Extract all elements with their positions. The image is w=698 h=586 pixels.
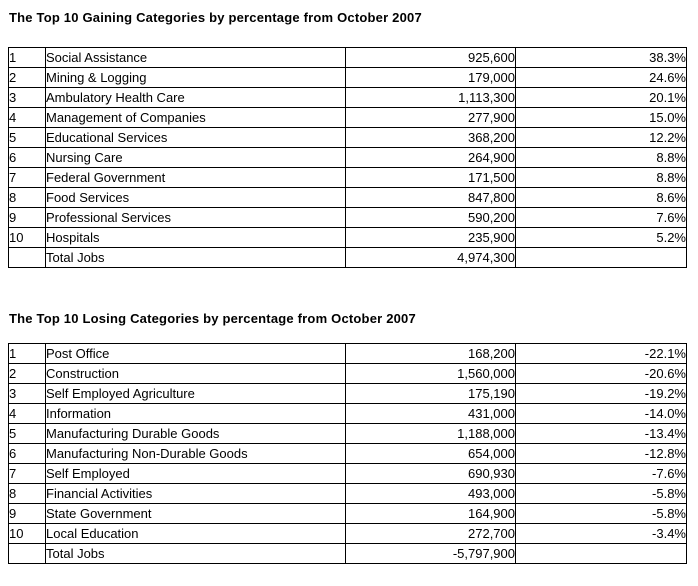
table-row bbox=[9, 208, 687, 228]
table-row bbox=[9, 168, 687, 188]
jobs-cell: -5,797,900 bbox=[346, 544, 516, 564]
category-cell: State Government bbox=[46, 504, 346, 524]
table-row bbox=[9, 344, 687, 364]
percent-cell: 7.6% bbox=[516, 208, 687, 228]
category-cell: Manufacturing Durable Goods bbox=[46, 424, 346, 444]
category-cell: Self Employed bbox=[46, 464, 346, 484]
jobs-cell: 1,188,000 bbox=[346, 424, 516, 444]
category-cell: Professional Services bbox=[46, 208, 346, 228]
rank-cell: 6 bbox=[9, 444, 46, 464]
jobs-cell: 4,974,300 bbox=[346, 248, 516, 268]
percent-cell: 8.8% bbox=[516, 168, 687, 188]
jobs-cell: 168,200 bbox=[346, 344, 516, 364]
table-row bbox=[9, 504, 687, 524]
jobs-cell: 277,900 bbox=[346, 108, 516, 128]
table-row bbox=[9, 424, 687, 444]
rank-cell: 6 bbox=[9, 148, 46, 168]
gaining-categories-table bbox=[8, 47, 687, 268]
jobs-cell: 368,200 bbox=[346, 128, 516, 148]
table-row bbox=[9, 88, 687, 108]
jobs-cell: 272,700 bbox=[346, 524, 516, 544]
category-cell: Nursing Care bbox=[46, 148, 346, 168]
table-row bbox=[9, 544, 687, 564]
percent-cell: 8.6% bbox=[516, 188, 687, 208]
percent-cell: 8.8% bbox=[516, 148, 687, 168]
category-cell: Educational Services bbox=[46, 128, 346, 148]
table-row bbox=[9, 68, 687, 88]
rank-cell: 9 bbox=[9, 208, 46, 228]
rank-cell: 2 bbox=[9, 364, 46, 384]
percent-cell: -5.8% bbox=[516, 484, 687, 504]
percent-cell: 38.3% bbox=[516, 48, 687, 68]
losing-table-title: The Top 10 Losing Categories by percentage from October 2007 bbox=[9, 311, 416, 326]
losing-categories-table bbox=[8, 343, 687, 564]
jobs-cell: 925,600 bbox=[346, 48, 516, 68]
category-cell: Post Office bbox=[46, 344, 346, 364]
rank-cell: 7 bbox=[9, 464, 46, 484]
rank-cell: 1 bbox=[9, 48, 46, 68]
jobs-cell: 1,560,000 bbox=[346, 364, 516, 384]
jobs-cell: 493,000 bbox=[346, 484, 516, 504]
category-cell: Total Jobs bbox=[46, 544, 346, 564]
jobs-cell: 235,900 bbox=[346, 228, 516, 248]
table-row bbox=[9, 188, 687, 208]
rank-cell: 7 bbox=[9, 168, 46, 188]
rank-cell: 10 bbox=[9, 228, 46, 248]
category-cell: Self Employed Agriculture bbox=[46, 384, 346, 404]
rank-cell: 3 bbox=[9, 384, 46, 404]
jobs-cell: 847,800 bbox=[346, 188, 516, 208]
jobs-cell: 164,900 bbox=[346, 504, 516, 524]
table-row bbox=[9, 128, 687, 148]
rank-cell: 5 bbox=[9, 424, 46, 444]
category-cell: Ambulatory Health Care bbox=[46, 88, 346, 108]
percent-cell: 5.2% bbox=[516, 228, 687, 248]
table-row bbox=[9, 148, 687, 168]
percent-cell bbox=[516, 248, 687, 268]
percent-cell: -13.4% bbox=[516, 424, 687, 444]
rank-cell: 4 bbox=[9, 108, 46, 128]
percent-cell: -14.0% bbox=[516, 404, 687, 424]
table-row bbox=[9, 404, 687, 424]
table-row bbox=[9, 484, 687, 504]
percent-cell: -7.6% bbox=[516, 464, 687, 484]
percent-cell: -22.1% bbox=[516, 344, 687, 364]
table-row bbox=[9, 364, 687, 384]
category-cell: Food Services bbox=[46, 188, 346, 208]
percent-cell: 12.2% bbox=[516, 128, 687, 148]
jobs-cell: 179,000 bbox=[346, 68, 516, 88]
table-row bbox=[9, 48, 687, 68]
category-cell: Social Assistance bbox=[46, 48, 346, 68]
percent-cell: -3.4% bbox=[516, 524, 687, 544]
percent-cell bbox=[516, 544, 687, 564]
jobs-cell: 431,000 bbox=[346, 404, 516, 424]
table-row bbox=[9, 524, 687, 544]
rank-cell: 5 bbox=[9, 128, 46, 148]
gaining-table-title: The Top 10 Gaining Categories by percentage from October 2007 bbox=[9, 10, 422, 25]
jobs-cell: 175,190 bbox=[346, 384, 516, 404]
table-row bbox=[9, 108, 687, 128]
table-row bbox=[9, 248, 687, 268]
jobs-cell: 171,500 bbox=[346, 168, 516, 188]
rank-cell bbox=[9, 248, 46, 268]
table-row bbox=[9, 444, 687, 464]
percent-cell: -20.6% bbox=[516, 364, 687, 384]
percent-cell: 15.0% bbox=[516, 108, 687, 128]
jobs-cell: 654,000 bbox=[346, 444, 516, 464]
category-cell: Local Education bbox=[46, 524, 346, 544]
category-cell: Federal Government bbox=[46, 168, 346, 188]
rank-cell: 8 bbox=[9, 188, 46, 208]
jobs-cell: 1,113,300 bbox=[346, 88, 516, 108]
percent-cell: -19.2% bbox=[516, 384, 687, 404]
rank-cell bbox=[9, 544, 46, 564]
rank-cell: 2 bbox=[9, 68, 46, 88]
percent-cell: 20.1% bbox=[516, 88, 687, 108]
category-cell: Construction bbox=[46, 364, 346, 384]
jobs-cell: 690,930 bbox=[346, 464, 516, 484]
table-row bbox=[9, 384, 687, 404]
category-cell: Hospitals bbox=[46, 228, 346, 248]
category-cell: Information bbox=[46, 404, 346, 424]
percent-cell: -12.8% bbox=[516, 444, 687, 464]
rank-cell: 9 bbox=[9, 504, 46, 524]
table-row bbox=[9, 228, 687, 248]
percent-cell: -5.8% bbox=[516, 504, 687, 524]
jobs-cell: 590,200 bbox=[346, 208, 516, 228]
rank-cell: 8 bbox=[9, 484, 46, 504]
category-cell: Management of Companies bbox=[46, 108, 346, 128]
category-cell: Manufacturing Non-Durable Goods bbox=[46, 444, 346, 464]
category-cell: Mining & Logging bbox=[46, 68, 346, 88]
rank-cell: 3 bbox=[9, 88, 46, 108]
rank-cell: 1 bbox=[9, 344, 46, 364]
percent-cell: 24.6% bbox=[516, 68, 687, 88]
jobs-cell: 264,900 bbox=[346, 148, 516, 168]
rank-cell: 10 bbox=[9, 524, 46, 544]
category-cell: Total Jobs bbox=[46, 248, 346, 268]
category-cell: Financial Activities bbox=[46, 484, 346, 504]
rank-cell: 4 bbox=[9, 404, 46, 424]
table-row bbox=[9, 464, 687, 484]
